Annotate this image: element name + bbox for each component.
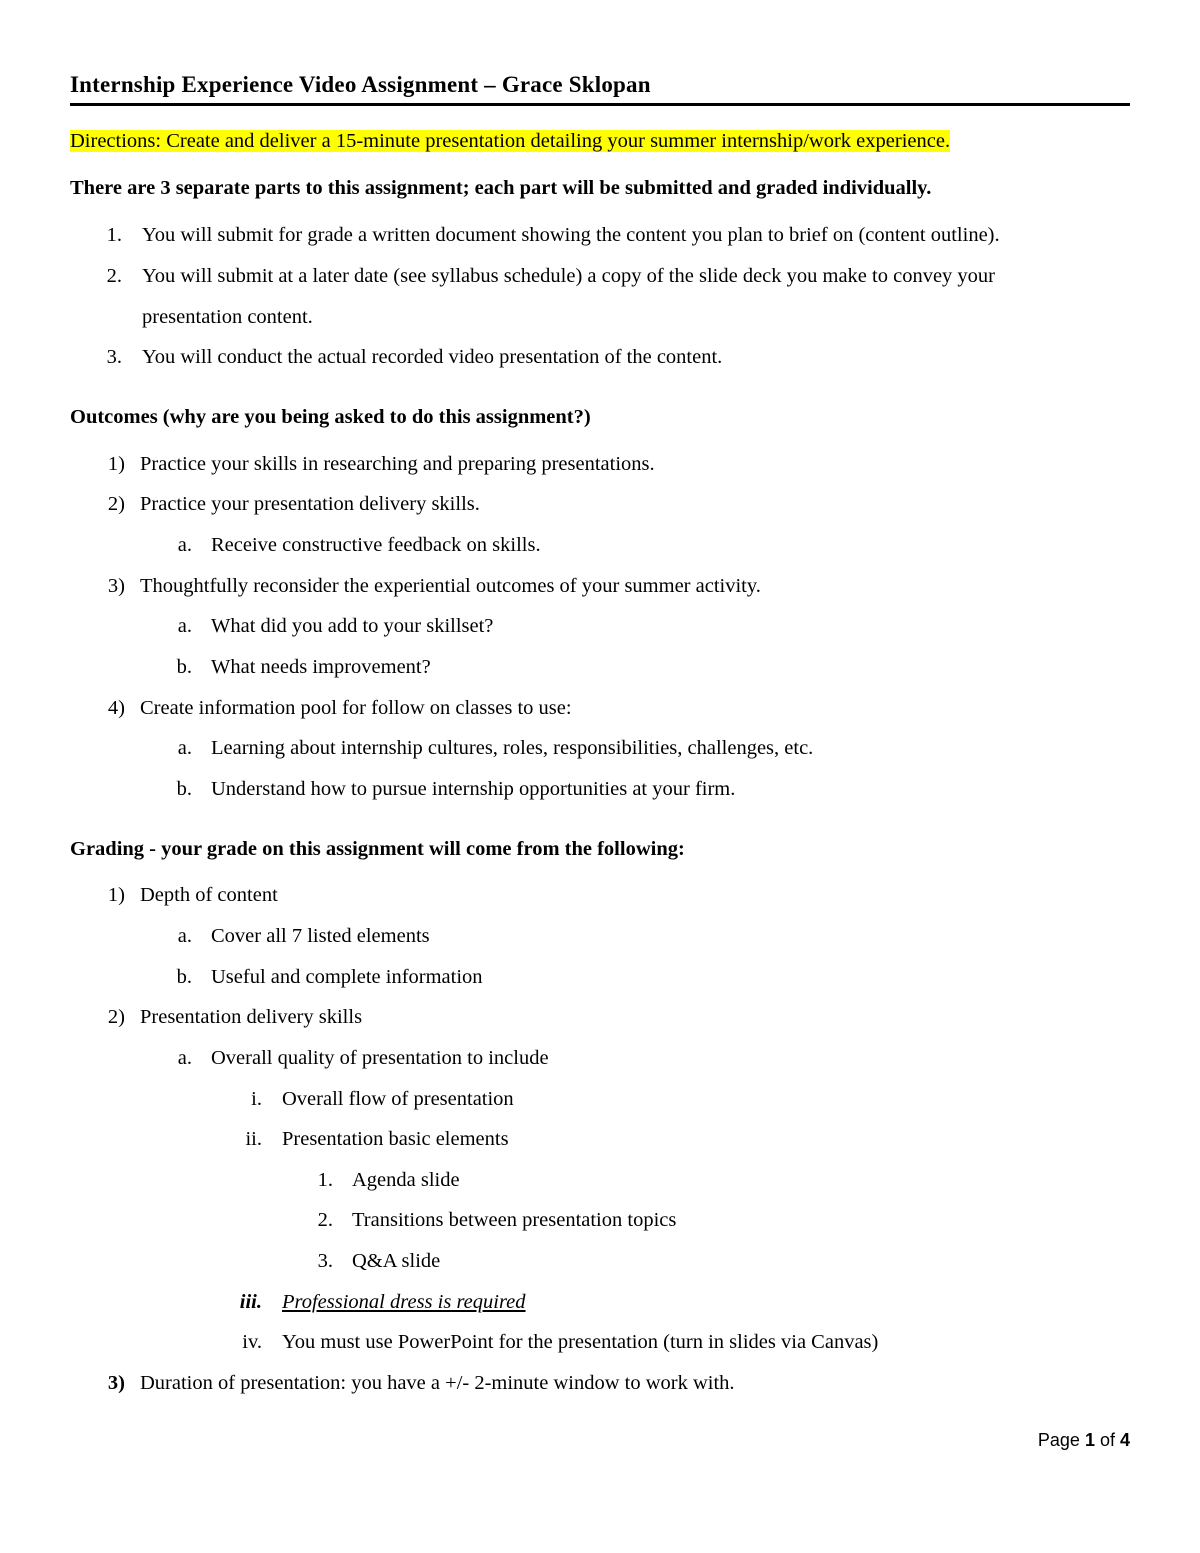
list-item: Duration of presentation: you have a +/- 2-minute window to work with. (140, 1372, 735, 1394)
roman-item: Overall flow of presentation (282, 1088, 514, 1110)
page-number (1038, 1430, 1130, 1451)
list-marker: 3. (106, 346, 122, 368)
grading-heading: Grading - your grade on this assignment will come from the following: (70, 838, 685, 860)
sublist-marker: a. (177, 534, 192, 556)
sublist-marker: a. (177, 925, 192, 947)
list-item: Create information pool for follow on classes to use: (140, 697, 572, 719)
nested-item: Q&A slide (352, 1250, 441, 1272)
page-prefix: Page (1037, 1430, 1085, 1450)
sublist-item: Useful and complete information (211, 966, 483, 988)
list-item: You will conduct the actual recorded video presentation of the content. (142, 346, 723, 368)
list-marker: 2) (107, 1006, 125, 1028)
nested-item: Transitions between presentation topics (352, 1209, 677, 1231)
title-underline (70, 103, 1130, 106)
nested-item: Agenda slide (352, 1169, 460, 1191)
nested-marker: 3. (317, 1250, 333, 1272)
list-item: Practice your skills in researching and preparing presentations. (140, 453, 655, 475)
list-item: Thoughtfully reconsider the experiential outcomes of your summer activity. (140, 575, 761, 597)
list-marker: 4) (107, 697, 125, 719)
list-item: Presentation delivery skills (140, 1006, 363, 1028)
sublist-marker: a. (177, 737, 192, 759)
list-marker: 3) (107, 1372, 125, 1394)
sublist-marker: b. (176, 656, 192, 678)
sublist-item: Understand how to pursue internship opportunities at your firm. (211, 778, 736, 800)
list-item: Practice your presentation delivery skills. (140, 493, 480, 515)
nested-marker: 1. (317, 1169, 333, 1191)
list-marker: 3) (107, 575, 125, 597)
directions-highlight: Directions: Create and deliver a 15-minute presentation detailing your summer internship/work experience. (70, 130, 951, 152)
sublist-item: What needs improvement? (211, 656, 431, 678)
list-marker: 1) (107, 453, 125, 475)
parts-intro: There are 3 separate parts to this assignment; each part will be submitted and graded individually. (70, 177, 932, 199)
sublist-item: What did you add to your skillset? (211, 615, 494, 637)
list-item-continuation: presentation content. (142, 306, 313, 328)
list-item: You will submit at a later date (see syllabus schedule) a copy of the slide deck you make to convey your (142, 265, 996, 287)
roman-marker: ii. (245, 1128, 262, 1150)
list-marker: 2) (107, 493, 125, 515)
sublist-marker: b. (176, 966, 192, 988)
roman-marker: iv. (242, 1331, 262, 1353)
sublist-item: Receive constructive feedback on skills. (211, 534, 541, 556)
list-item: You will submit for grade a written document showing the content you plan to brief on (content outline). (142, 224, 1000, 246)
outcomes-heading: Outcomes (why are you being asked to do this assignment?) (70, 406, 591, 428)
roman-item: You must use PowerPoint for the presentation (turn in slides via Canvas) (282, 1331, 879, 1353)
roman-item: Presentation basic elements (282, 1128, 509, 1150)
page-total: 4 (1119, 1430, 1130, 1450)
roman-item-emphasis: Professional dress is required (282, 1291, 526, 1313)
roman-marker: iii. (239, 1291, 262, 1313)
sublist-marker: a. (177, 1047, 192, 1069)
sublist-item: Overall quality of presentation to include (211, 1047, 549, 1069)
document-title: Internship Experience Video Assignment – Grace Sklopan (70, 72, 651, 97)
roman-marker: i. (251, 1088, 262, 1110)
list-item: Depth of content (140, 884, 278, 906)
list-marker: 1. (106, 224, 122, 246)
directions-text (70, 128, 950, 154)
sublist-item: Cover all 7 listed elements (211, 925, 430, 947)
page-current: 1 (1084, 1430, 1095, 1450)
page-of: of (1094, 1430, 1120, 1450)
sublist-marker: b. (176, 778, 192, 800)
nested-marker: 2. (317, 1209, 333, 1231)
list-marker: 1) (107, 884, 125, 906)
sublist-item: Learning about internship cultures, roles, responsibilities, challenges, etc. (211, 737, 814, 759)
list-marker: 2. (106, 265, 122, 287)
sublist-marker: a. (177, 615, 192, 637)
